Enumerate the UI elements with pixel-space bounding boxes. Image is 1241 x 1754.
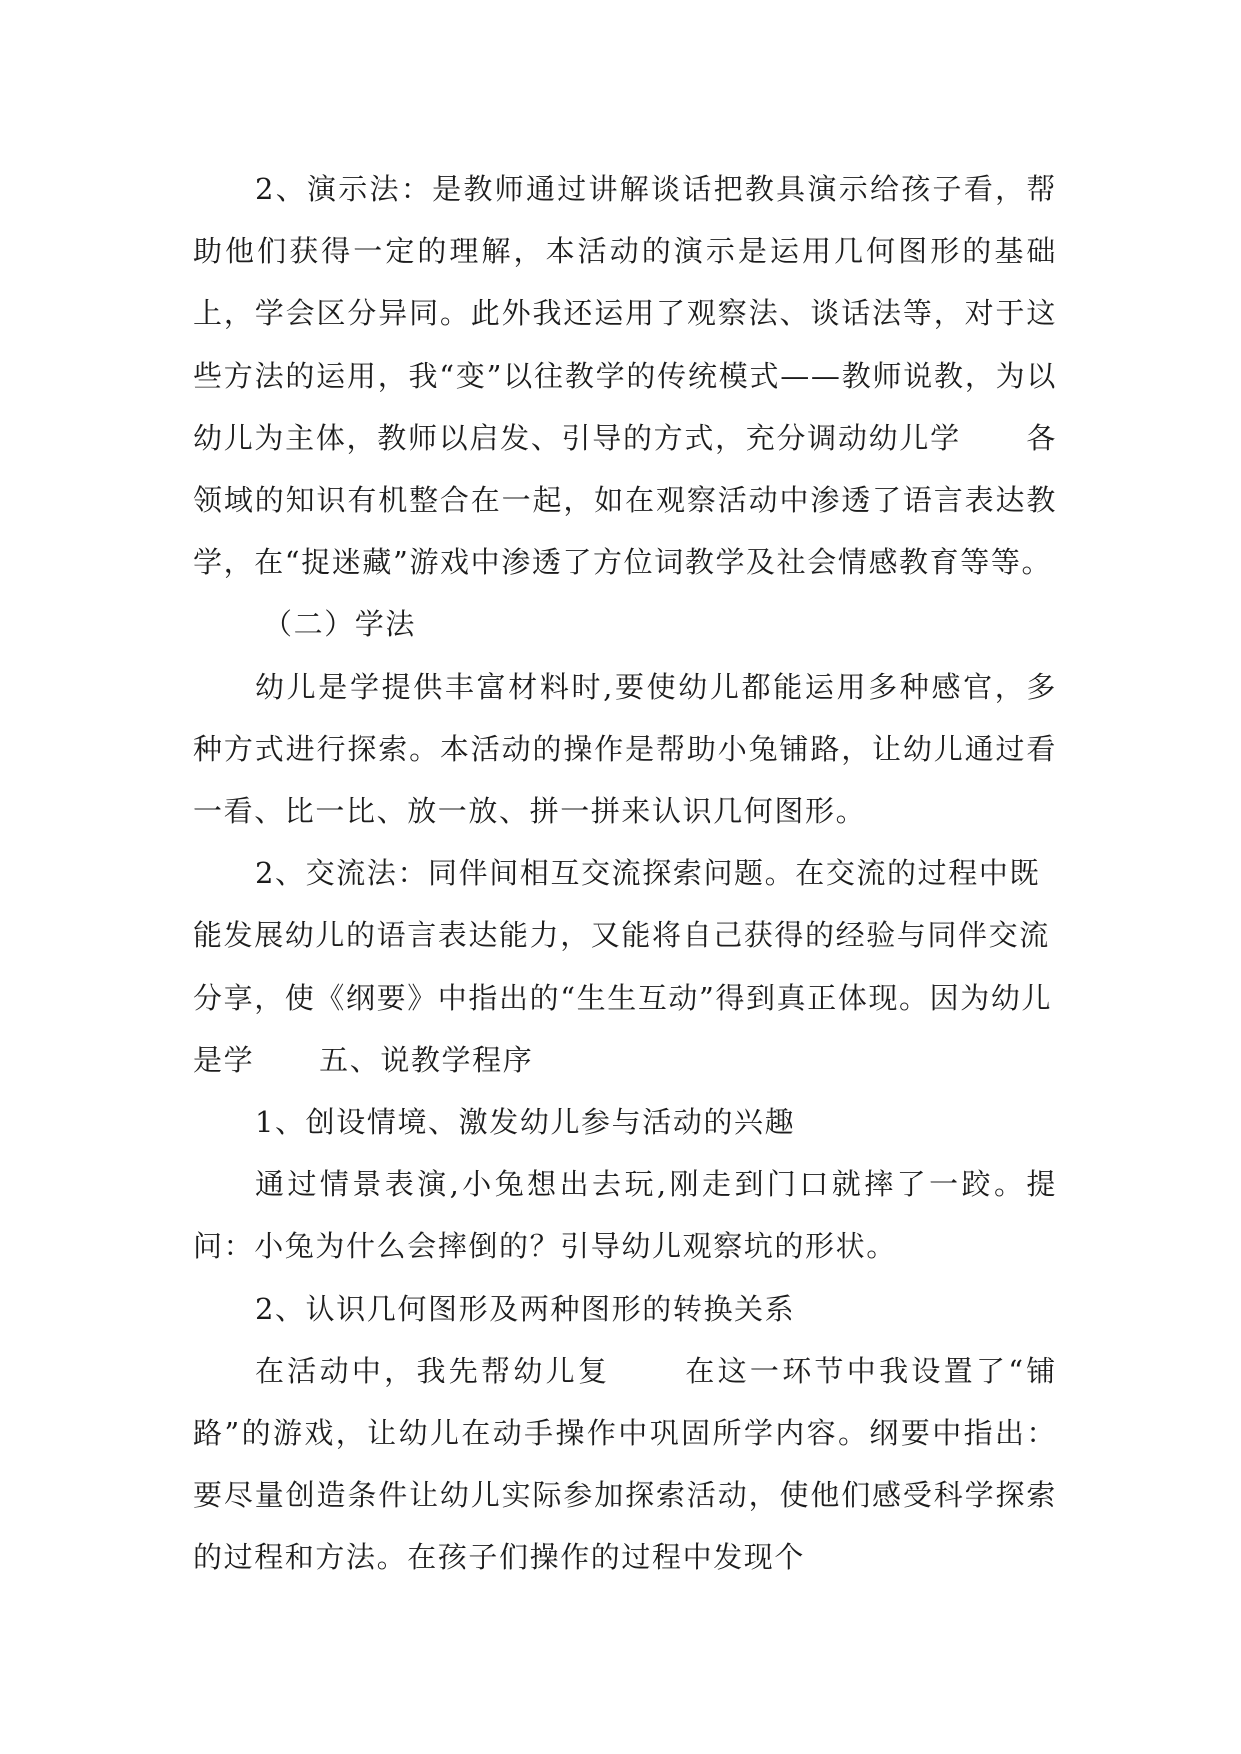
section-heading-teaching-procedure: 五、说教学程序 (319, 1042, 534, 1077)
paragraph-text-continued: 各领域的知识有机整合在一起，如在观察活动中渗透了语言表达教学，在“捉迷藏”游戏中渗透了方位词教学及社会情感教育等等。 (193, 420, 1057, 580)
paragraph-step-2-heading (193, 1278, 1057, 1340)
paragraph-activity-review (193, 1340, 1057, 1589)
paragraph-learning-methods-heading (193, 593, 1057, 655)
paragraph-text: 2、演示法：是教师通过讲解谈话把教具演示给孩子看，帮助他们获得一定的理解，本活动的演示是运用几何图形的基础上，学会区分异同。此外我还运用了观察法、谈话法等，对于这些方法的运用，我“变”以往教学的传统模式——教师说教，为以幼儿为主体，教师以启发、引导的方式，充分调动幼儿学 (193, 172, 1057, 455)
step-heading: 2、认识几何图形及两种图形的转换关系 (255, 1291, 796, 1326)
paragraph-text: 通过情景表演,小兔想出去玩,刚走到门口就摔了一跤。提问：小兔为什么会摔倒的？引导幼儿观察坑的形状。 (193, 1167, 1057, 1264)
paragraph-text: 2、交流法：同伴间相互交流探索问题。在交流的过程中既能发展幼儿的语言表达能力，又能将自己获得的经验与同伴交流分享，使《纲要》中指出的“生生互动”得到真正体现。因为幼儿是学 (193, 856, 1053, 1077)
paragraph-scene-performance (193, 1153, 1057, 1277)
paragraph-operation-method (193, 656, 1057, 843)
section-heading: （二）学法 (263, 607, 417, 642)
paragraph-text: 在活动中，我先帮幼儿复 (255, 1353, 611, 1388)
step-heading: 1、创设情境、激发幼儿参与活动的兴趣 (255, 1105, 796, 1140)
paragraph-text: 幼儿是学提供丰富材料时,要使幼儿都能运用多种感官，多种方式进行探索。本活动的操作是帮助小兔铺路，让幼儿通过看一看、比一比、放一放、拼一拼来认识几何图形。 (193, 669, 1057, 829)
paragraph-demonstration-method (193, 158, 1057, 593)
body-text (193, 158, 1057, 1589)
paragraph-text-continued: 在这一环节中我设置了“铺路”的游戏，让幼儿在动手操作中巩固所学内容。纲要中指出：要尽量创造条件让幼儿实际参加探索活动，使他们感受科学探索的过程和方法。在孩子们操作的过程中发现个 (193, 1353, 1057, 1575)
paragraph-communication-method (193, 842, 1057, 1091)
paragraph-step-1-heading (193, 1091, 1057, 1153)
